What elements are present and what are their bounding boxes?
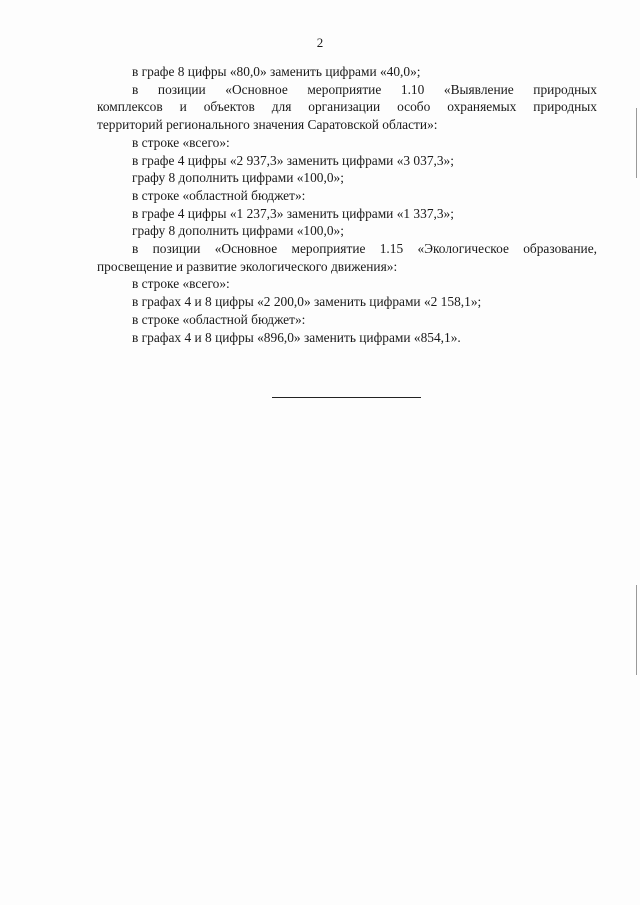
document-body	[97, 63, 597, 346]
scan-edge-mark	[636, 108, 637, 178]
text-line: в графе 8 цифры «80,0» заменить цифрами «40,0»;	[132, 64, 421, 79]
text-line: территорий регионального значения Саратовской области»:	[97, 117, 438, 133]
text-line: в строке «областной бюджет»:	[132, 311, 306, 327]
text-line: в позиции «Основное мероприятие 1.15 «Экологическое образование,	[132, 241, 597, 257]
text-line: в графах 4 и 8 цифры «2 200,0» заменить цифрами «2 158,1»;	[132, 294, 482, 310]
text-line: в строке «всего»:	[132, 276, 230, 292]
text-line: в графах 4 и 8 цифры «896,0» заменить цифрами «854,1».	[132, 329, 461, 345]
text-line: в строке «областной бюджет»:	[132, 187, 306, 203]
text-line: в графе 4 цифры «1 237,3» заменить цифрами «1 337,3»;	[132, 205, 454, 221]
text-line: просвещение и развитие экологического движения»:	[97, 258, 398, 274]
text-line: в позиции «Основное мероприятие 1.10 «Выявление природных	[132, 81, 597, 97]
text-line: в графе 4 цифры «2 937,3» заменить цифрами «3 037,3»;	[132, 152, 454, 168]
text-line: графу 8 дополнить цифрами «100,0»;	[132, 170, 344, 186]
text-line: в строке «всего»:	[132, 134, 230, 150]
text-line: графу 8 дополнить цифрами «100,0»;	[132, 223, 344, 239]
text-line: комплексов и объектов для организации особо охраняемых природных	[97, 99, 597, 115]
scan-edge-mark	[636, 585, 637, 675]
closing-rule-divider	[272, 397, 421, 398]
page-number: 2	[316, 35, 324, 50]
